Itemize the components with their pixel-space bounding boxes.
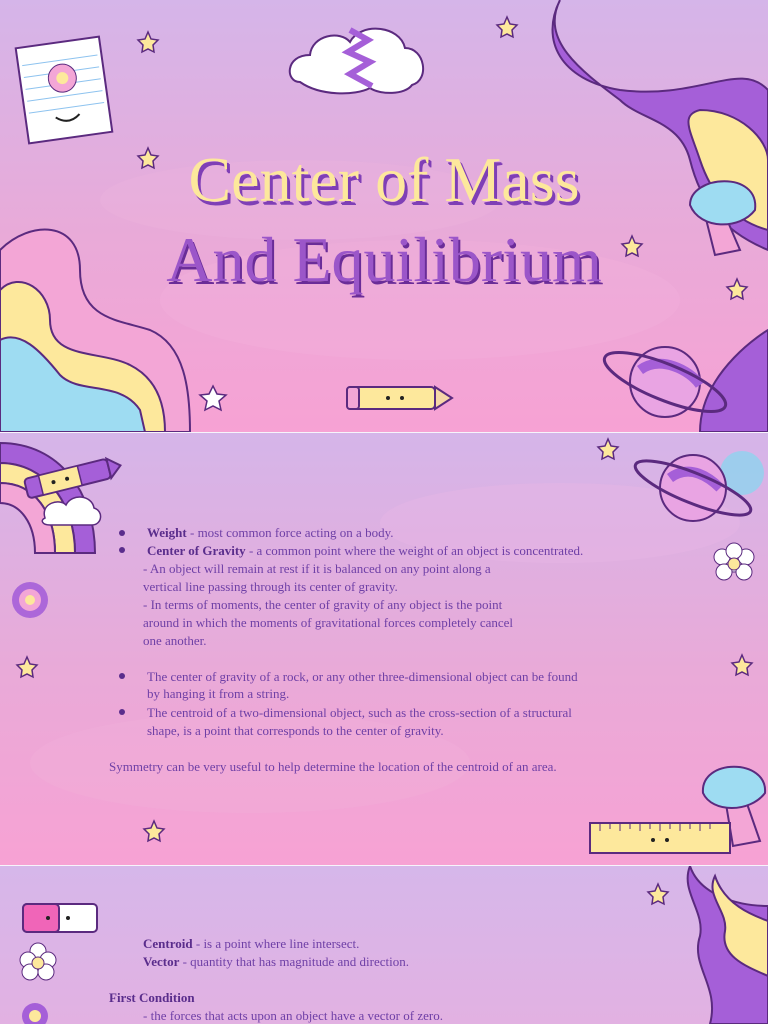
bullet-centroid-line1: The centroid of a two-dimensional object, such as the cross-section of a structural xyxy=(147,705,572,720)
first-condition-text: - the forces that acts upon an object have a vector of zero. xyxy=(143,1008,443,1023)
slide-equilibrium xyxy=(0,866,768,1024)
sub-line: one another. xyxy=(143,633,207,648)
flower-icon xyxy=(714,543,754,580)
bullet-rock-line1: The center of gravity of a rock, or any other three-dimensional object can be found xyxy=(147,669,578,684)
centroid-definition: Centroid - is a point where line intersect. xyxy=(143,936,360,951)
bullet-center-of-gravity: Center of Gravity - a common point where the weight of an object is concentrated. xyxy=(147,543,584,558)
slide-center-of-gravity xyxy=(0,433,768,865)
flower-icon-pink xyxy=(12,582,48,618)
sub-line: vertical line passing through its center of gravity. xyxy=(143,579,398,594)
bullet-weight: Weight - most common force acting on a body. xyxy=(147,525,394,540)
planet-icon xyxy=(598,330,768,432)
sub-line: - In terms of moments, the center of gravity of any object is the point xyxy=(143,597,503,612)
symmetry-note: Symmetry can be very useful to help determine the location of the centroid of an area. xyxy=(109,759,557,774)
bullet-dot xyxy=(119,709,125,715)
ruler-icon xyxy=(590,823,730,853)
eraser-icon xyxy=(23,904,97,932)
title-line-1: Center of Mass xyxy=(188,144,580,215)
slide-title xyxy=(0,0,768,432)
first-condition-heading: First Condition xyxy=(109,990,195,1005)
sub-line: - An object will remain at rest if it is balanced on any point along a xyxy=(143,561,491,576)
flower-icon-3 xyxy=(20,943,56,980)
slide2-decorations xyxy=(0,433,768,865)
cloud-icon xyxy=(290,29,423,94)
vector-definition: Vector - quantity that has magnitude and direction. xyxy=(143,954,409,969)
title-line-2: And Equilibrium xyxy=(166,224,602,295)
swirl-right xyxy=(688,866,768,1024)
bullet-dot xyxy=(119,530,125,536)
bullet-dot xyxy=(119,673,125,679)
bullet-rock-line2: by hanging it from a string. xyxy=(147,686,290,701)
bullet-centroid-line2: shape, is a point that corresponds to the center of gravity. xyxy=(147,723,444,738)
pencil-icon xyxy=(347,387,452,409)
notebook-icon xyxy=(16,37,113,144)
slide1-decorations xyxy=(0,0,768,432)
sub-line: around in which the moments of gravitational forces completely cancel xyxy=(143,615,514,630)
bullet-dot xyxy=(119,547,125,553)
